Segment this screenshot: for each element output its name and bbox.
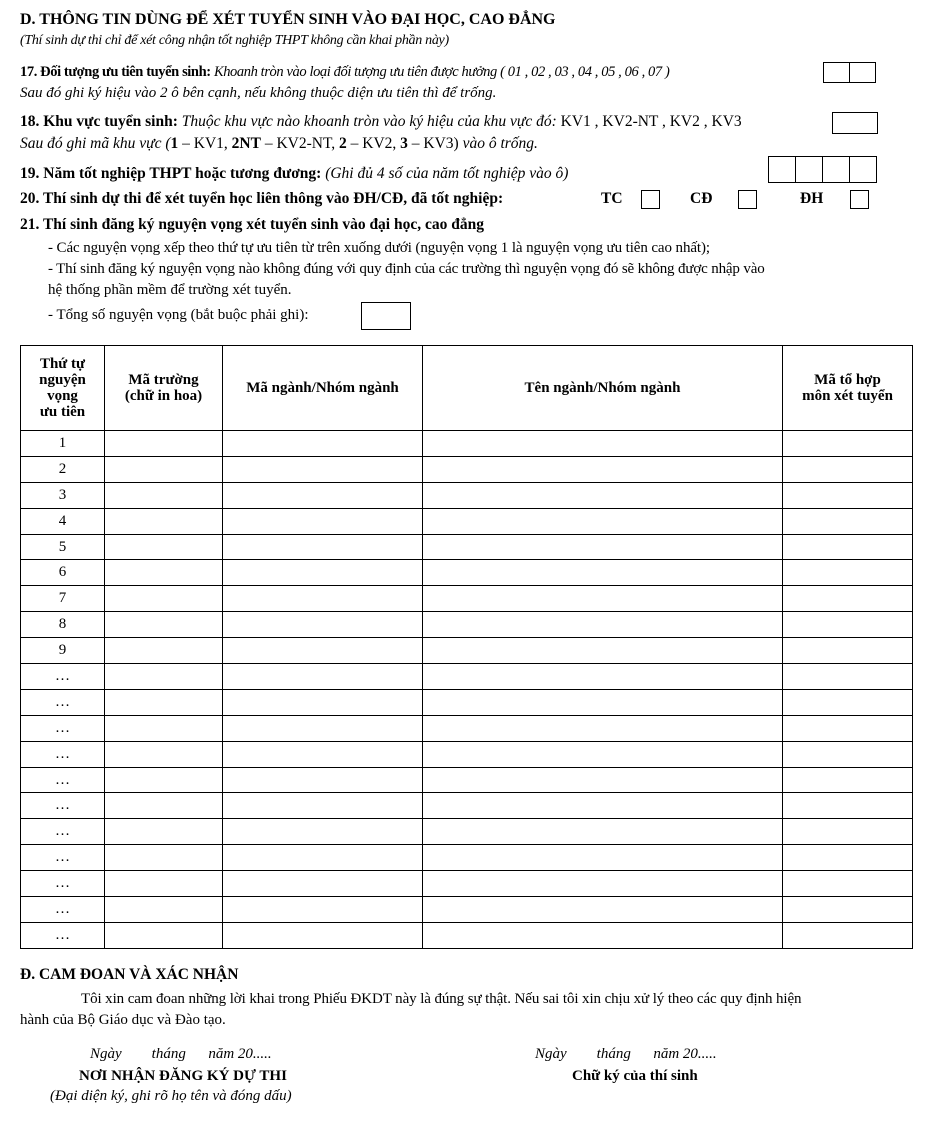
row-priority-number: … — [21, 689, 105, 715]
row-school-code-cell[interactable] — [105, 689, 223, 715]
q20-tc-checkbox[interactable] — [641, 190, 660, 209]
table-row — [21, 586, 913, 612]
header-school-l1: Mã trường — [128, 372, 199, 388]
row-major-code-cell[interactable] — [223, 741, 423, 767]
q19-box-2[interactable] — [795, 156, 823, 183]
table-row — [21, 897, 913, 923]
row-major-code-cell[interactable] — [223, 508, 423, 534]
row-priority-number: … — [21, 845, 105, 871]
q18-sub-suffix: vào ô trống. — [458, 135, 538, 152]
row-combo-code-cell[interactable] — [783, 689, 913, 715]
row-major-name-cell[interactable] — [423, 638, 783, 664]
row-major-name-cell[interactable] — [423, 922, 783, 948]
row-major-name-cell[interactable] — [423, 767, 783, 793]
row-major-name-cell[interactable] — [423, 586, 783, 612]
q20-cd-label: CĐ — [690, 190, 713, 207]
row-priority-number: … — [21, 715, 105, 741]
q20-dh-checkbox[interactable] — [850, 190, 869, 209]
row-major-name-cell[interactable] — [423, 871, 783, 897]
table-row — [21, 819, 913, 845]
q19-line — [20, 165, 568, 183]
q17-sub: Sau đó ghi ký hiệu vào 2 ô bên cạnh, nếu không thuộc diện ưu tiên thì để trống. — [20, 85, 497, 101]
row-combo-code-cell[interactable] — [783, 767, 913, 793]
row-school-code-cell[interactable] — [105, 897, 223, 923]
q17-box-2[interactable] — [849, 62, 876, 83]
row-major-name-cell[interactable] — [423, 508, 783, 534]
q19-box-1[interactable] — [768, 156, 796, 183]
row-priority-number: … — [21, 793, 105, 819]
row-combo-code-cell[interactable] — [783, 612, 913, 638]
row-priority-number: 3 — [21, 482, 105, 508]
q17-instruction: Khoanh tròn vào loại đối tượng ưu tiên được hưởng ( 01 , 02 , 03 , 04 , 05 , 06 , 07 ) — [213, 64, 670, 80]
table-row — [21, 456, 913, 482]
row-school-code-cell[interactable] — [105, 664, 223, 690]
header-priority-l1: Thứ tự — [39, 356, 86, 372]
row-combo-code-cell[interactable] — [783, 897, 913, 923]
row-major-name-cell[interactable] — [423, 845, 783, 871]
table-row — [21, 689, 913, 715]
row-priority-number: … — [21, 819, 105, 845]
row-major-name-cell[interactable] — [423, 897, 783, 923]
row-priority-number: 1 — [21, 431, 105, 457]
row-priority-number: … — [21, 897, 105, 923]
row-major-name-cell[interactable] — [423, 534, 783, 560]
table-row — [21, 845, 913, 871]
header-priority-l3: vọng — [47, 388, 78, 404]
row-school-code-cell[interactable] — [105, 612, 223, 638]
table-row — [21, 612, 913, 638]
row-combo-code-cell[interactable] — [783, 871, 913, 897]
row-priority-number: 9 — [21, 638, 105, 664]
row-priority-number: 8 — [21, 612, 105, 638]
q17-box-1[interactable] — [823, 62, 850, 83]
row-priority-number: … — [21, 767, 105, 793]
table-row — [21, 922, 913, 948]
row-combo-code-cell[interactable] — [783, 819, 913, 845]
q20-cd-checkbox[interactable] — [738, 190, 757, 209]
row-major-code-cell[interactable] — [223, 845, 423, 871]
q18-text-2: – KV2-NT, — [260, 135, 340, 152]
table-row — [21, 560, 913, 586]
q18-code-2nt: 2NT — [231, 135, 261, 152]
q18-sub — [20, 135, 538, 153]
header-subject-combo — [783, 346, 913, 431]
row-major-code-cell[interactable] — [223, 560, 423, 586]
row-school-code-cell[interactable] — [105, 456, 223, 482]
header-priority-l2: nguyện — [39, 372, 86, 388]
row-school-code-cell[interactable] — [105, 638, 223, 664]
row-major-code-cell[interactable] — [223, 793, 423, 819]
q18-codes: KV1 , KV2-NT , KV2 , KV3 — [560, 113, 742, 130]
q18-input-box[interactable] — [832, 112, 878, 134]
header-major-code: Mã ngành/Nhóm ngành — [223, 346, 423, 431]
q18-code-3: 3 — [400, 135, 408, 152]
row-major-name-cell[interactable] — [423, 612, 783, 638]
row-school-code-cell[interactable] — [105, 871, 223, 897]
row-major-name-cell[interactable] — [423, 793, 783, 819]
row-major-code-cell[interactable] — [223, 456, 423, 482]
table-row — [21, 664, 913, 690]
table-header-row — [21, 346, 913, 431]
row-major-code-cell[interactable] — [223, 664, 423, 690]
left-receiver-note: (Đại diện ký, ghi rõ họ tên và đóng dấu) — [50, 1088, 292, 1104]
table-row — [21, 508, 913, 534]
q18-code-2: 2 — [339, 135, 347, 152]
row-combo-code-cell[interactable] — [783, 456, 913, 482]
row-combo-code-cell[interactable] — [783, 922, 913, 948]
q19-box-3[interactable] — [822, 156, 850, 183]
row-major-code-cell[interactable] — [223, 767, 423, 793]
row-combo-code-cell[interactable] — [783, 482, 913, 508]
row-major-code-cell[interactable] — [223, 482, 423, 508]
row-school-code-cell[interactable] — [105, 922, 223, 948]
row-school-code-cell[interactable] — [105, 845, 223, 871]
q19-box-4[interactable] — [849, 156, 877, 183]
table-row — [21, 871, 913, 897]
table-row — [21, 482, 913, 508]
row-major-code-cell[interactable] — [223, 689, 423, 715]
row-combo-code-cell[interactable] — [783, 715, 913, 741]
left-receiver-title: NƠI NHẬN ĐĂNG KÝ DỰ THI — [79, 1068, 287, 1084]
row-major-code-cell[interactable] — [223, 871, 423, 897]
row-major-code-cell[interactable] — [223, 586, 423, 612]
row-major-name-cell[interactable] — [423, 715, 783, 741]
q21-label: 21. Thí sinh đăng ký nguyện vọng xét tuyển sinh vào đại học, cao đẳng — [20, 216, 484, 233]
header-combo-l2: môn xét tuyển — [802, 388, 893, 404]
commitment-line-2: hành của Bộ Giáo dục và Đào tạo. — [20, 1012, 226, 1028]
row-school-code-cell[interactable] — [105, 482, 223, 508]
q18-code-1: 1 — [170, 135, 179, 152]
row-priority-number: 7 — [21, 586, 105, 612]
header-combo-l1: Mã tổ hợp — [814, 372, 881, 388]
row-priority-number: … — [21, 871, 105, 897]
row-school-code-cell[interactable] — [105, 793, 223, 819]
q18-text-3: – KV2, — [346, 135, 401, 152]
candidate-signature-title: Chữ ký của thí sinh — [572, 1068, 698, 1084]
q20-label: 20. Thí sinh dự thi để xét tuyển học liên thông vào ĐH/CĐ, đã tốt nghiệp: — [20, 190, 504, 207]
row-school-code-cell[interactable] — [105, 560, 223, 586]
row-major-name-cell[interactable] — [423, 819, 783, 845]
q19-instruction: (Ghi đủ 4 số của năm tốt nghiệp vào ô) — [325, 165, 569, 182]
header-major-name: Tên ngành/Nhóm ngành — [423, 346, 783, 431]
row-priority-number: … — [21, 664, 105, 690]
row-major-name-cell[interactable] — [423, 664, 783, 690]
row-major-code-cell[interactable] — [223, 922, 423, 948]
q18-line — [20, 113, 742, 131]
row-priority-number: … — [21, 922, 105, 948]
q18-sub-prefix: Sau đó ghi mã khu vực ( — [20, 135, 171, 152]
q19-input-boxes[interactable] — [768, 156, 877, 183]
row-combo-code-cell[interactable] — [783, 431, 913, 457]
header-priority-order — [21, 346, 105, 431]
row-school-code-cell[interactable] — [105, 586, 223, 612]
row-major-code-cell[interactable] — [223, 819, 423, 845]
right-date: Ngày tháng năm 20..... — [535, 1046, 717, 1062]
row-major-name-cell[interactable] — [423, 431, 783, 457]
row-combo-code-cell[interactable] — [783, 638, 913, 664]
row-priority-number: 2 — [21, 456, 105, 482]
row-school-code-cell[interactable] — [105, 767, 223, 793]
row-school-code-cell[interactable] — [105, 431, 223, 457]
q18-text-4: – KV3) — [407, 135, 459, 152]
row-combo-code-cell[interactable] — [783, 741, 913, 767]
total-wishes-input-box[interactable] — [361, 302, 411, 330]
q18-label: 18. Khu vực tuyển sinh: — [20, 113, 178, 130]
row-major-code-cell[interactable] — [223, 715, 423, 741]
row-school-code-cell[interactable] — [105, 508, 223, 534]
row-major-code-cell[interactable] — [223, 431, 423, 457]
q19-label: 19. Năm tốt nghiệp THPT hoặc tương đương: — [20, 165, 322, 182]
table-row — [21, 431, 913, 457]
row-major-code-cell[interactable] — [223, 897, 423, 923]
section-d-note: (Thí sinh dự thi chỉ để xét công nhận tốt nghiệp THPT không cần khai phần này) — [20, 33, 449, 48]
q21-bullet-1: - Các nguyện vọng xếp theo thứ tự ưu tiên từ trên xuống dưới (nguyện vọng 1 là nguyện vọng ưu tiên cao nhất); — [48, 240, 710, 256]
row-major-name-cell[interactable] — [423, 456, 783, 482]
q17-line — [20, 64, 669, 81]
row-priority-number: 6 — [21, 560, 105, 586]
q21-bullet-2-line-1: - Thí sinh đăng ký nguyện vọng nào không đúng với quy định của các trường thì nguyện vọng đó sẽ không được nhập vào — [48, 261, 765, 277]
q21-bullet-2-line-2: hệ thống phần mềm để trường xét tuyển. — [48, 282, 292, 298]
row-major-code-cell[interactable] — [223, 534, 423, 560]
header-school-l2: (chữ in hoa) — [124, 388, 203, 404]
section-d-title: D. THÔNG TIN DÙNG ĐỂ XÉT TUYỂN SINH VÀO ĐẠI HỌC, CAO ĐẲNG — [20, 11, 556, 28]
left-date: Ngày tháng năm 20..... — [90, 1046, 272, 1062]
q20-tc-label: TC — [601, 190, 623, 207]
row-school-code-cell[interactable] — [105, 534, 223, 560]
row-priority-number: 4 — [21, 508, 105, 534]
wishes-table-body — [21, 431, 913, 949]
row-priority-number: … — [21, 741, 105, 767]
q17-input-boxes[interactable] — [823, 62, 876, 83]
row-school-code-cell[interactable] — [105, 715, 223, 741]
q21-bullet-3: - Tổng số nguyện vọng (bắt buộc phải ghi): — [48, 307, 309, 323]
row-major-name-cell[interactable] — [423, 741, 783, 767]
table-row — [21, 534, 913, 560]
row-combo-code-cell[interactable] — [783, 793, 913, 819]
row-major-name-cell[interactable] — [423, 482, 783, 508]
header-priority-l4: ưu tiên — [39, 404, 86, 420]
row-school-code-cell[interactable] — [105, 819, 223, 845]
table-row — [21, 793, 913, 819]
row-combo-code-cell[interactable] — [783, 586, 913, 612]
q18-text-1: – KV1, — [178, 135, 232, 152]
q17-label: 17. Đối tượng ưu tiên tuyển sinh: — [20, 64, 211, 80]
section-dd-title: Đ. CAM ĐOAN VÀ XÁC NHẬN — [20, 966, 239, 983]
row-major-name-cell[interactable] — [423, 689, 783, 715]
row-major-code-cell[interactable] — [223, 638, 423, 664]
table-row — [21, 638, 913, 664]
row-combo-code-cell[interactable] — [783, 534, 913, 560]
q18-instruction: Thuộc khu vực nào khoanh tròn vào ký hiệu của khu vực đó: — [181, 113, 557, 130]
table-row — [21, 767, 913, 793]
table-row — [21, 715, 913, 741]
row-combo-code-cell[interactable] — [783, 845, 913, 871]
row-combo-code-cell[interactable] — [783, 664, 913, 690]
wishes-table — [20, 345, 913, 949]
row-combo-code-cell[interactable] — [783, 508, 913, 534]
commitment-line-1: Tôi xin cam đoan những lời khai trong Phiếu ĐKDT này là đúng sự thật. Nếu sai tôi xin chịu xử lý theo các quy định hiện — [81, 991, 802, 1007]
header-school-code — [105, 346, 223, 431]
row-major-code-cell[interactable] — [223, 612, 423, 638]
row-major-name-cell[interactable] — [423, 560, 783, 586]
table-row — [21, 741, 913, 767]
q20-dh-label: ĐH — [800, 190, 824, 207]
row-school-code-cell[interactable] — [105, 741, 223, 767]
row-priority-number: 5 — [21, 534, 105, 560]
row-combo-code-cell[interactable] — [783, 560, 913, 586]
